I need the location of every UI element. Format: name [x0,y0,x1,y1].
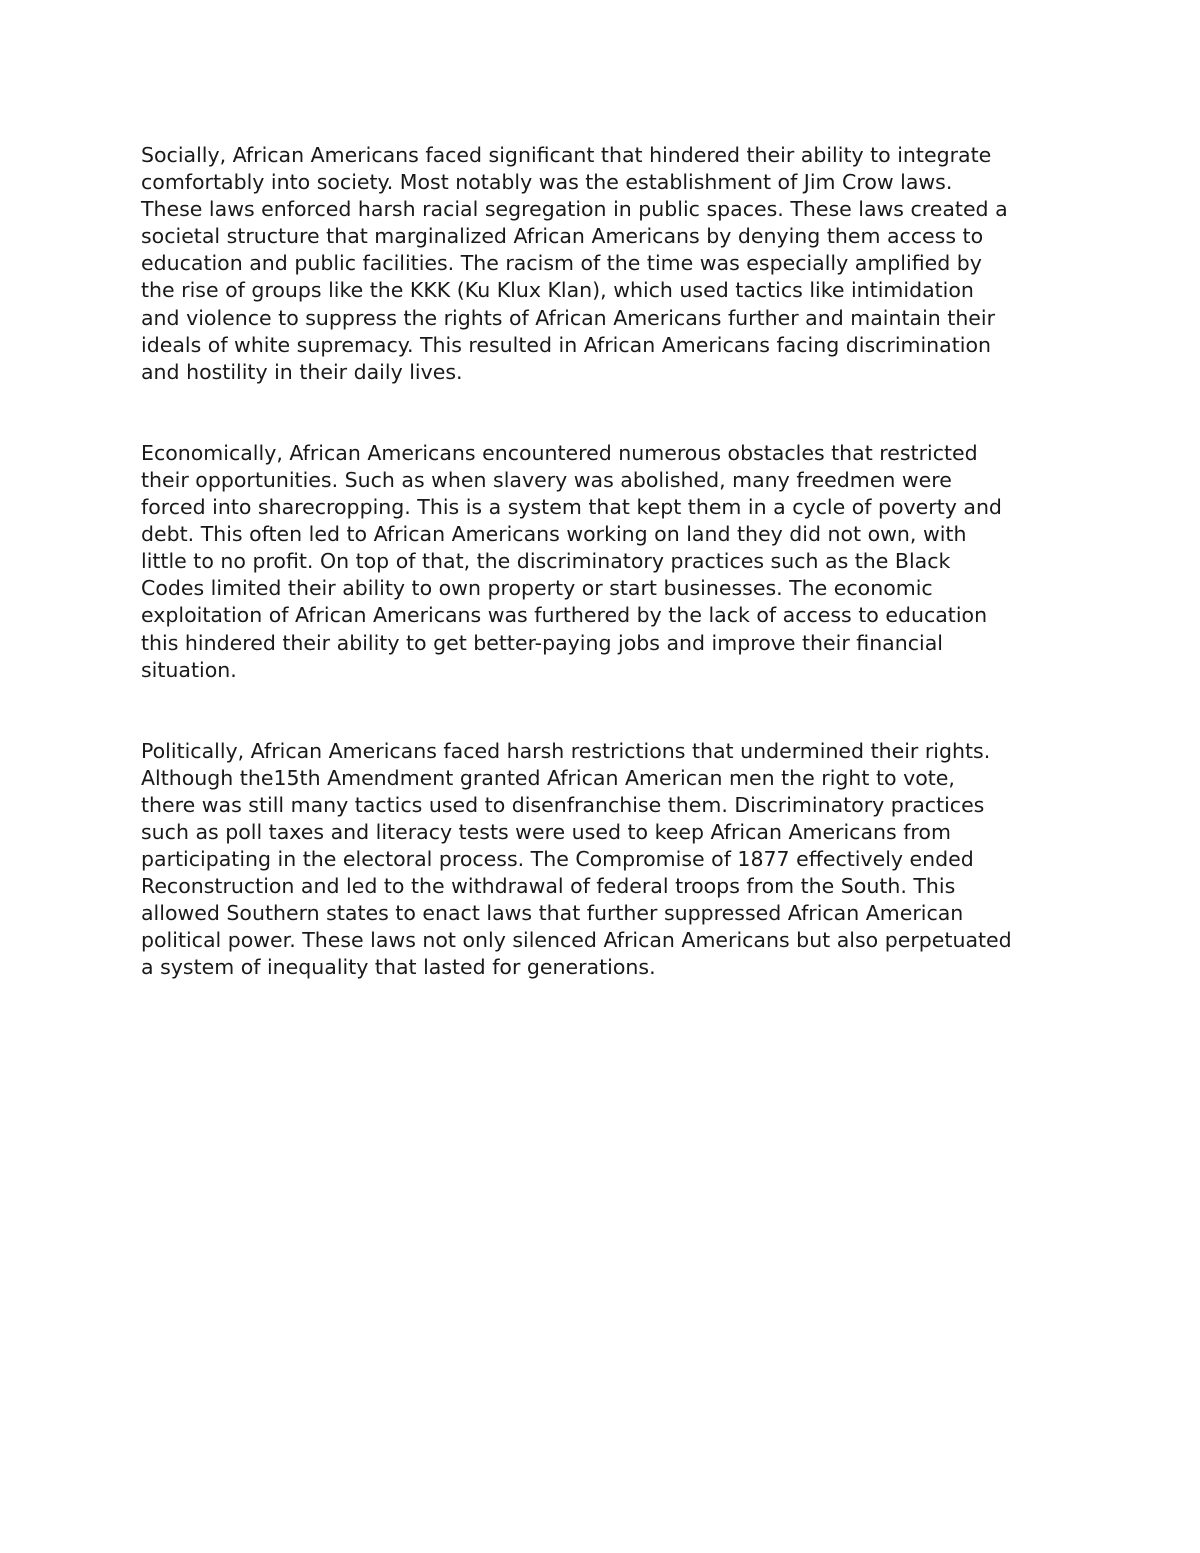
text-line: Codes limited their ability to own property or start businesses. The economic [141,576,933,601]
text-line: These laws enforced harsh racial segregation in public spaces. These laws created a [141,197,1008,222]
text-line: their opportunities. Such as when slavery was abolished, many freedmen were [141,467,952,492]
text-line: such as poll taxes and literacy tests were used to keep African Americans from [141,819,951,844]
text-line: little to no profit. On top of that, the discriminatory practices such as the Black [141,549,951,574]
document-body [141,142,1071,982]
text-line: forced into sharecropping. This is a system that kept them in a cycle of poverty and [141,495,1002,520]
text-line: the rise of groups like the KKK (Ku Klux Klan), which used tactics like intimidation [141,278,974,303]
paragraph-social [141,142,1071,386]
text-line: political power. These laws not only silenced African Americans but also perpetuated [141,928,1012,953]
text-line: Economically, African Americans encountered numerous obstacles that restricted [141,440,978,465]
text-line: Reconstruction and led to the withdrawal of federal troops from the South. This [141,874,956,899]
text-line: participating in the electoral process. The Compromise of 1877 effectively ended [141,847,974,872]
text-line: exploitation of African Americans was furthered by the lack of access to education [141,603,988,628]
paragraph-spacer [141,386,1071,440]
text-line: there was still many tactics used to disenfranchise them. Discriminatory practices [141,792,985,817]
text-line: this hindered their ability to get better-paying jobs and improve their financial [141,630,943,655]
text-line: ideals of white supremacy. This resulted in African Americans facing discrimination [141,332,992,357]
text-line: allowed Southern states to enact laws that further suppressed African American [141,901,964,926]
text-line: education and public facilities. The racism of the time was especially amplified by [141,251,982,276]
text-line: Although the15th Amendment granted African American men the right to vote, [141,765,955,790]
text-line: and violence to suppress the rights of African Americans further and maintain their [141,305,996,330]
text-line: comfortably into society. Most notably was the establishment of Jim Crow laws. [141,170,953,195]
paragraph-spacer [141,684,1071,738]
text-line: a system of inequality that lasted for generations. [141,955,656,980]
paragraph-economic [141,440,1071,684]
text-line: situation. [141,657,237,682]
text-line: societal structure that marginalized African Americans by denying them access to [141,224,984,249]
text-line: Politically, African Americans faced harsh restrictions that undermined their rights. [141,738,991,763]
text-line: and hostility in their daily lives. [141,359,463,384]
text-line: Socially, African Americans faced significant that hindered their ability to integrate [141,143,992,167]
paragraph-political [141,738,1071,982]
text-line: debt. This often led to African Americans working on land they did not own, with [141,522,967,547]
